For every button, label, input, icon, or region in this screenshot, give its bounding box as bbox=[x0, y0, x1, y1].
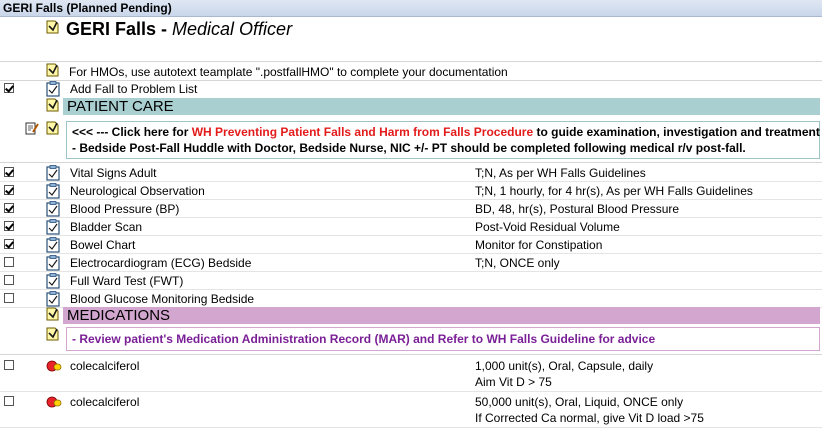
note-icon bbox=[44, 120, 60, 136]
order-checkbox[interactable] bbox=[4, 185, 14, 195]
order-label[interactable]: Full Ward Test (FWT) bbox=[70, 274, 184, 288]
order-label[interactable]: Blood Pressure (BP) bbox=[70, 202, 180, 216]
medication-detail: 50,000 unit(s), Oral, Liquid, ONCE only bbox=[475, 395, 684, 409]
clipboard-icon bbox=[46, 81, 60, 97]
order-checkbox[interactable] bbox=[4, 239, 14, 249]
clipboard-icon bbox=[46, 273, 60, 289]
order-label[interactable]: Bladder Scan bbox=[70, 220, 143, 234]
order-label[interactable]: Bowel Chart bbox=[70, 238, 136, 252]
divider bbox=[0, 235, 822, 236]
medication-checkbox[interactable] bbox=[4, 396, 14, 406]
medication-detail-note: If Corrected Ca normal, give Vit D load >75 bbox=[475, 411, 704, 425]
order-checkbox[interactable] bbox=[4, 167, 14, 177]
clipboard-icon bbox=[46, 183, 60, 199]
clipboard-icon bbox=[46, 201, 60, 217]
page-title-main: GERI Falls - bbox=[66, 19, 173, 39]
guide-icon-wrap bbox=[44, 120, 60, 139]
med-section-icon-wrap bbox=[44, 306, 60, 325]
guide-prefix: <<< --- Click here for bbox=[72, 125, 192, 139]
add-fall-label[interactable]: Add Fall to Problem List bbox=[70, 82, 198, 96]
page-title-role: Medical Officer bbox=[172, 19, 293, 39]
order-detail: T;N, ONCE only bbox=[475, 256, 560, 270]
order-checkbox[interactable] bbox=[4, 257, 14, 267]
medication-checkbox[interactable] bbox=[4, 360, 14, 370]
medication-label[interactable]: colecalciferol bbox=[70, 359, 140, 373]
note-icon bbox=[44, 326, 60, 342]
medication-detail: 1,000 unit(s), Oral, Capsule, daily bbox=[475, 359, 654, 373]
header-note-icon-wrap bbox=[44, 19, 60, 38]
med-note-text: - Review patient's Medication Administration Record (MAR) and Refer to WH Falls Guideline for advice bbox=[72, 332, 656, 346]
order-detail: Monitor for Constipation bbox=[475, 238, 603, 252]
guide-procedure-link[interactable]: WH Preventing Patient Falls and Harm from Falls Procedure bbox=[191, 125, 534, 139]
medication-icon-wrap bbox=[46, 359, 62, 376]
section-patient-care-heading: PATIENT CARE bbox=[63, 98, 820, 115]
clipboard-icon bbox=[46, 255, 60, 271]
medication-pill-icon bbox=[46, 359, 62, 373]
divider bbox=[0, 391, 822, 392]
edit-note-icon[interactable] bbox=[25, 121, 39, 135]
huddle-text: - Bedside Post-Fall Huddle with Doctor, Bedside Nurse, NIC +/- PT should be completed following medical r/v post-fall. bbox=[72, 141, 746, 155]
divider bbox=[0, 354, 822, 355]
add-fall-checkbox[interactable] bbox=[4, 83, 14, 93]
order-label[interactable]: Vital Signs Adult bbox=[70, 166, 157, 180]
order-checkbox[interactable] bbox=[4, 293, 14, 303]
window-title: GERI Falls (Planned Pending) bbox=[0, 0, 822, 17]
med-note-box bbox=[66, 327, 820, 351]
medication-icon-wrap bbox=[46, 395, 62, 412]
divider bbox=[0, 162, 822, 163]
order-detail: T;N, 1 hourly, for 4 hr(s), As per WH Falls Guidelines bbox=[475, 184, 753, 198]
divider bbox=[0, 271, 822, 272]
order-checkbox[interactable] bbox=[4, 203, 14, 213]
divider bbox=[0, 199, 822, 200]
order-detail: Post-Void Residual Volume bbox=[475, 220, 620, 234]
edit-icon-wrap[interactable] bbox=[25, 121, 39, 138]
divider bbox=[0, 253, 822, 254]
order-detail: T;N, As per WH Falls Guidelines bbox=[475, 166, 646, 180]
clipboard-icon bbox=[46, 237, 60, 253]
guide-suffix: to guide examination, investigation and treatment bbox=[533, 125, 820, 139]
divider bbox=[0, 61, 822, 62]
clipboard-icon bbox=[46, 165, 60, 181]
page-title bbox=[66, 19, 292, 39]
order-detail: BD, 48, hr(s), Postural Blood Pressure bbox=[475, 202, 680, 216]
order-label[interactable]: Electrocardiogram (ECG) Bedside bbox=[70, 256, 252, 270]
section-medications-heading: MEDICATIONS bbox=[63, 307, 820, 324]
hmo-note: For HMOs, use autotext teamplate ".postfallHMO" to complete your documentation bbox=[69, 65, 508, 79]
guide-box bbox=[66, 121, 820, 159]
order-label[interactable]: Neurological Observation bbox=[70, 184, 205, 198]
clipboard-icon bbox=[46, 291, 60, 307]
medication-label[interactable]: colecalciferol bbox=[70, 395, 140, 409]
divider bbox=[0, 289, 822, 290]
divider bbox=[0, 217, 822, 218]
hmo-note-icon-wrap bbox=[44, 62, 60, 81]
guide-line bbox=[72, 125, 820, 140]
note-icon bbox=[44, 306, 60, 322]
note-icon bbox=[44, 19, 60, 35]
order-checkbox[interactable] bbox=[4, 275, 14, 285]
medication-detail-note: Aim Vit D > 75 bbox=[475, 375, 552, 389]
clipboard-icon bbox=[46, 219, 60, 235]
note-icon bbox=[44, 62, 60, 78]
section-icon-wrap bbox=[44, 97, 60, 116]
med-note-icon-wrap bbox=[44, 326, 60, 345]
order-label[interactable]: Blood Glucose Monitoring Bedside bbox=[70, 292, 255, 306]
note-icon bbox=[44, 97, 60, 113]
order-checkbox[interactable] bbox=[4, 221, 14, 231]
medication-pill-icon bbox=[46, 395, 62, 409]
divider bbox=[0, 181, 822, 182]
